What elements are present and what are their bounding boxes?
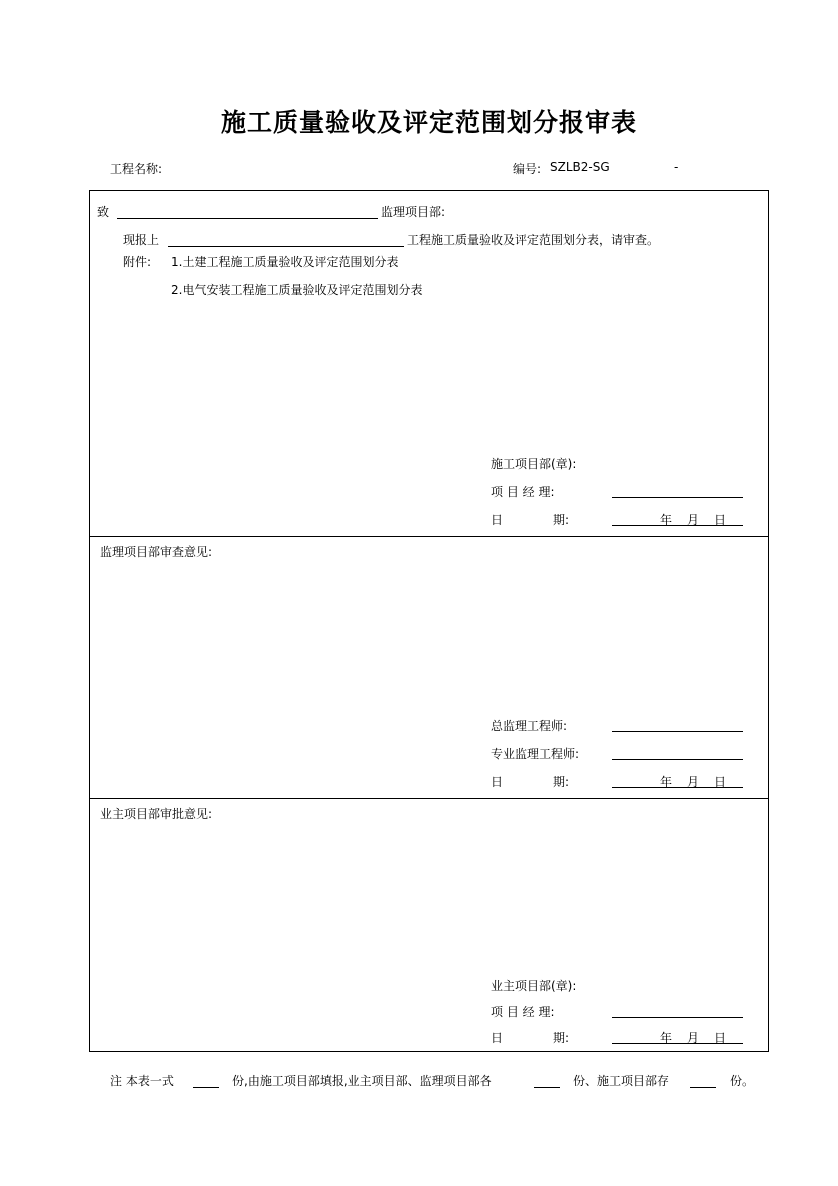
report-project-field[interactable] <box>168 246 404 247</box>
date-month: 月 <box>687 1031 700 1045</box>
date-year: 年 <box>660 513 673 527</box>
supervision-review-heading: 监理项目部审查意见: <box>100 545 213 559</box>
to-recipient-field[interactable] <box>117 218 378 219</box>
owner-approval-heading: 业主项目部审批意见: <box>100 807 213 821</box>
specialist-engineer-field[interactable] <box>612 759 743 760</box>
approval-form <box>89 190 769 1052</box>
date-label-ri: 日 <box>491 513 504 527</box>
to-suffix: 监理项目部: <box>381 205 446 219</box>
construction-manager-field[interactable] <box>612 497 743 498</box>
to-prefix: 致 <box>97 205 110 219</box>
code-suffix: - <box>674 160 679 174</box>
date-year: 年 <box>660 1031 673 1045</box>
date-day: 日 <box>714 775 727 789</box>
owner-date-field[interactable] <box>612 1043 743 1044</box>
attachment-item-1: 1.土建工程施工质量验收及评定范围划分表 <box>171 255 399 269</box>
specialist-engineer-label: 专业监理工程师: <box>491 747 580 761</box>
date-month: 月 <box>687 513 700 527</box>
date-label-qi: 期: <box>553 1031 570 1045</box>
owner-manager-label: 项 目 经 理: <box>491 1005 555 1019</box>
chief-engineer-field[interactable] <box>612 731 743 732</box>
date-label-qi: 期: <box>553 775 570 789</box>
date-month: 月 <box>687 775 700 789</box>
attachment-label: 附件: <box>123 255 152 269</box>
copies-each-field[interactable] <box>534 1087 560 1088</box>
report-suffix: 工程施工质量验收及评定范围划分表，请审查。 <box>407 233 660 247</box>
date-label-ri: 日 <box>491 1031 504 1045</box>
footer-note-prefix: 注 本表一式 <box>110 1074 174 1088</box>
form-title: 施工质量验收及评定范围划分报审表 <box>220 108 637 137</box>
section-divider <box>90 536 768 537</box>
footer-note-part2: 份、施工项目部存 <box>573 1074 670 1088</box>
owner-manager-field[interactable] <box>612 1017 743 1018</box>
code-value: SZLB2-SG <box>550 160 610 174</box>
attachment-item-2: 2.电气安装工程施工质量验收及评定范围划分表 <box>171 283 423 297</box>
date-label-qi: 期: <box>553 513 570 527</box>
date-day: 日 <box>714 1031 727 1045</box>
section-divider <box>90 798 768 799</box>
copies-total-field[interactable] <box>193 1087 219 1088</box>
project-name-label: 工程名称: <box>110 162 163 176</box>
construction-date-field[interactable] <box>612 525 743 526</box>
report-prefix: 现报上 <box>123 233 160 247</box>
date-label-ri: 日 <box>491 775 504 789</box>
footer-note-part1: 份,由施工项目部填报,业主项目部、监理项目部各 <box>232 1074 492 1088</box>
supervision-date-field[interactable] <box>612 787 743 788</box>
copies-kept-field[interactable] <box>690 1087 716 1088</box>
construction-unit-label: 施工项目部(章): <box>491 457 577 471</box>
owner-unit-label: 业主项目部(章): <box>491 979 577 993</box>
date-day: 日 <box>714 513 727 527</box>
chief-engineer-label: 总监理工程师: <box>491 719 568 733</box>
construction-manager-label: 项 目 经 理: <box>491 485 555 499</box>
date-year: 年 <box>660 775 673 789</box>
footer-note-part3: 份。 <box>730 1074 755 1088</box>
code-label: 编号: <box>513 162 542 176</box>
